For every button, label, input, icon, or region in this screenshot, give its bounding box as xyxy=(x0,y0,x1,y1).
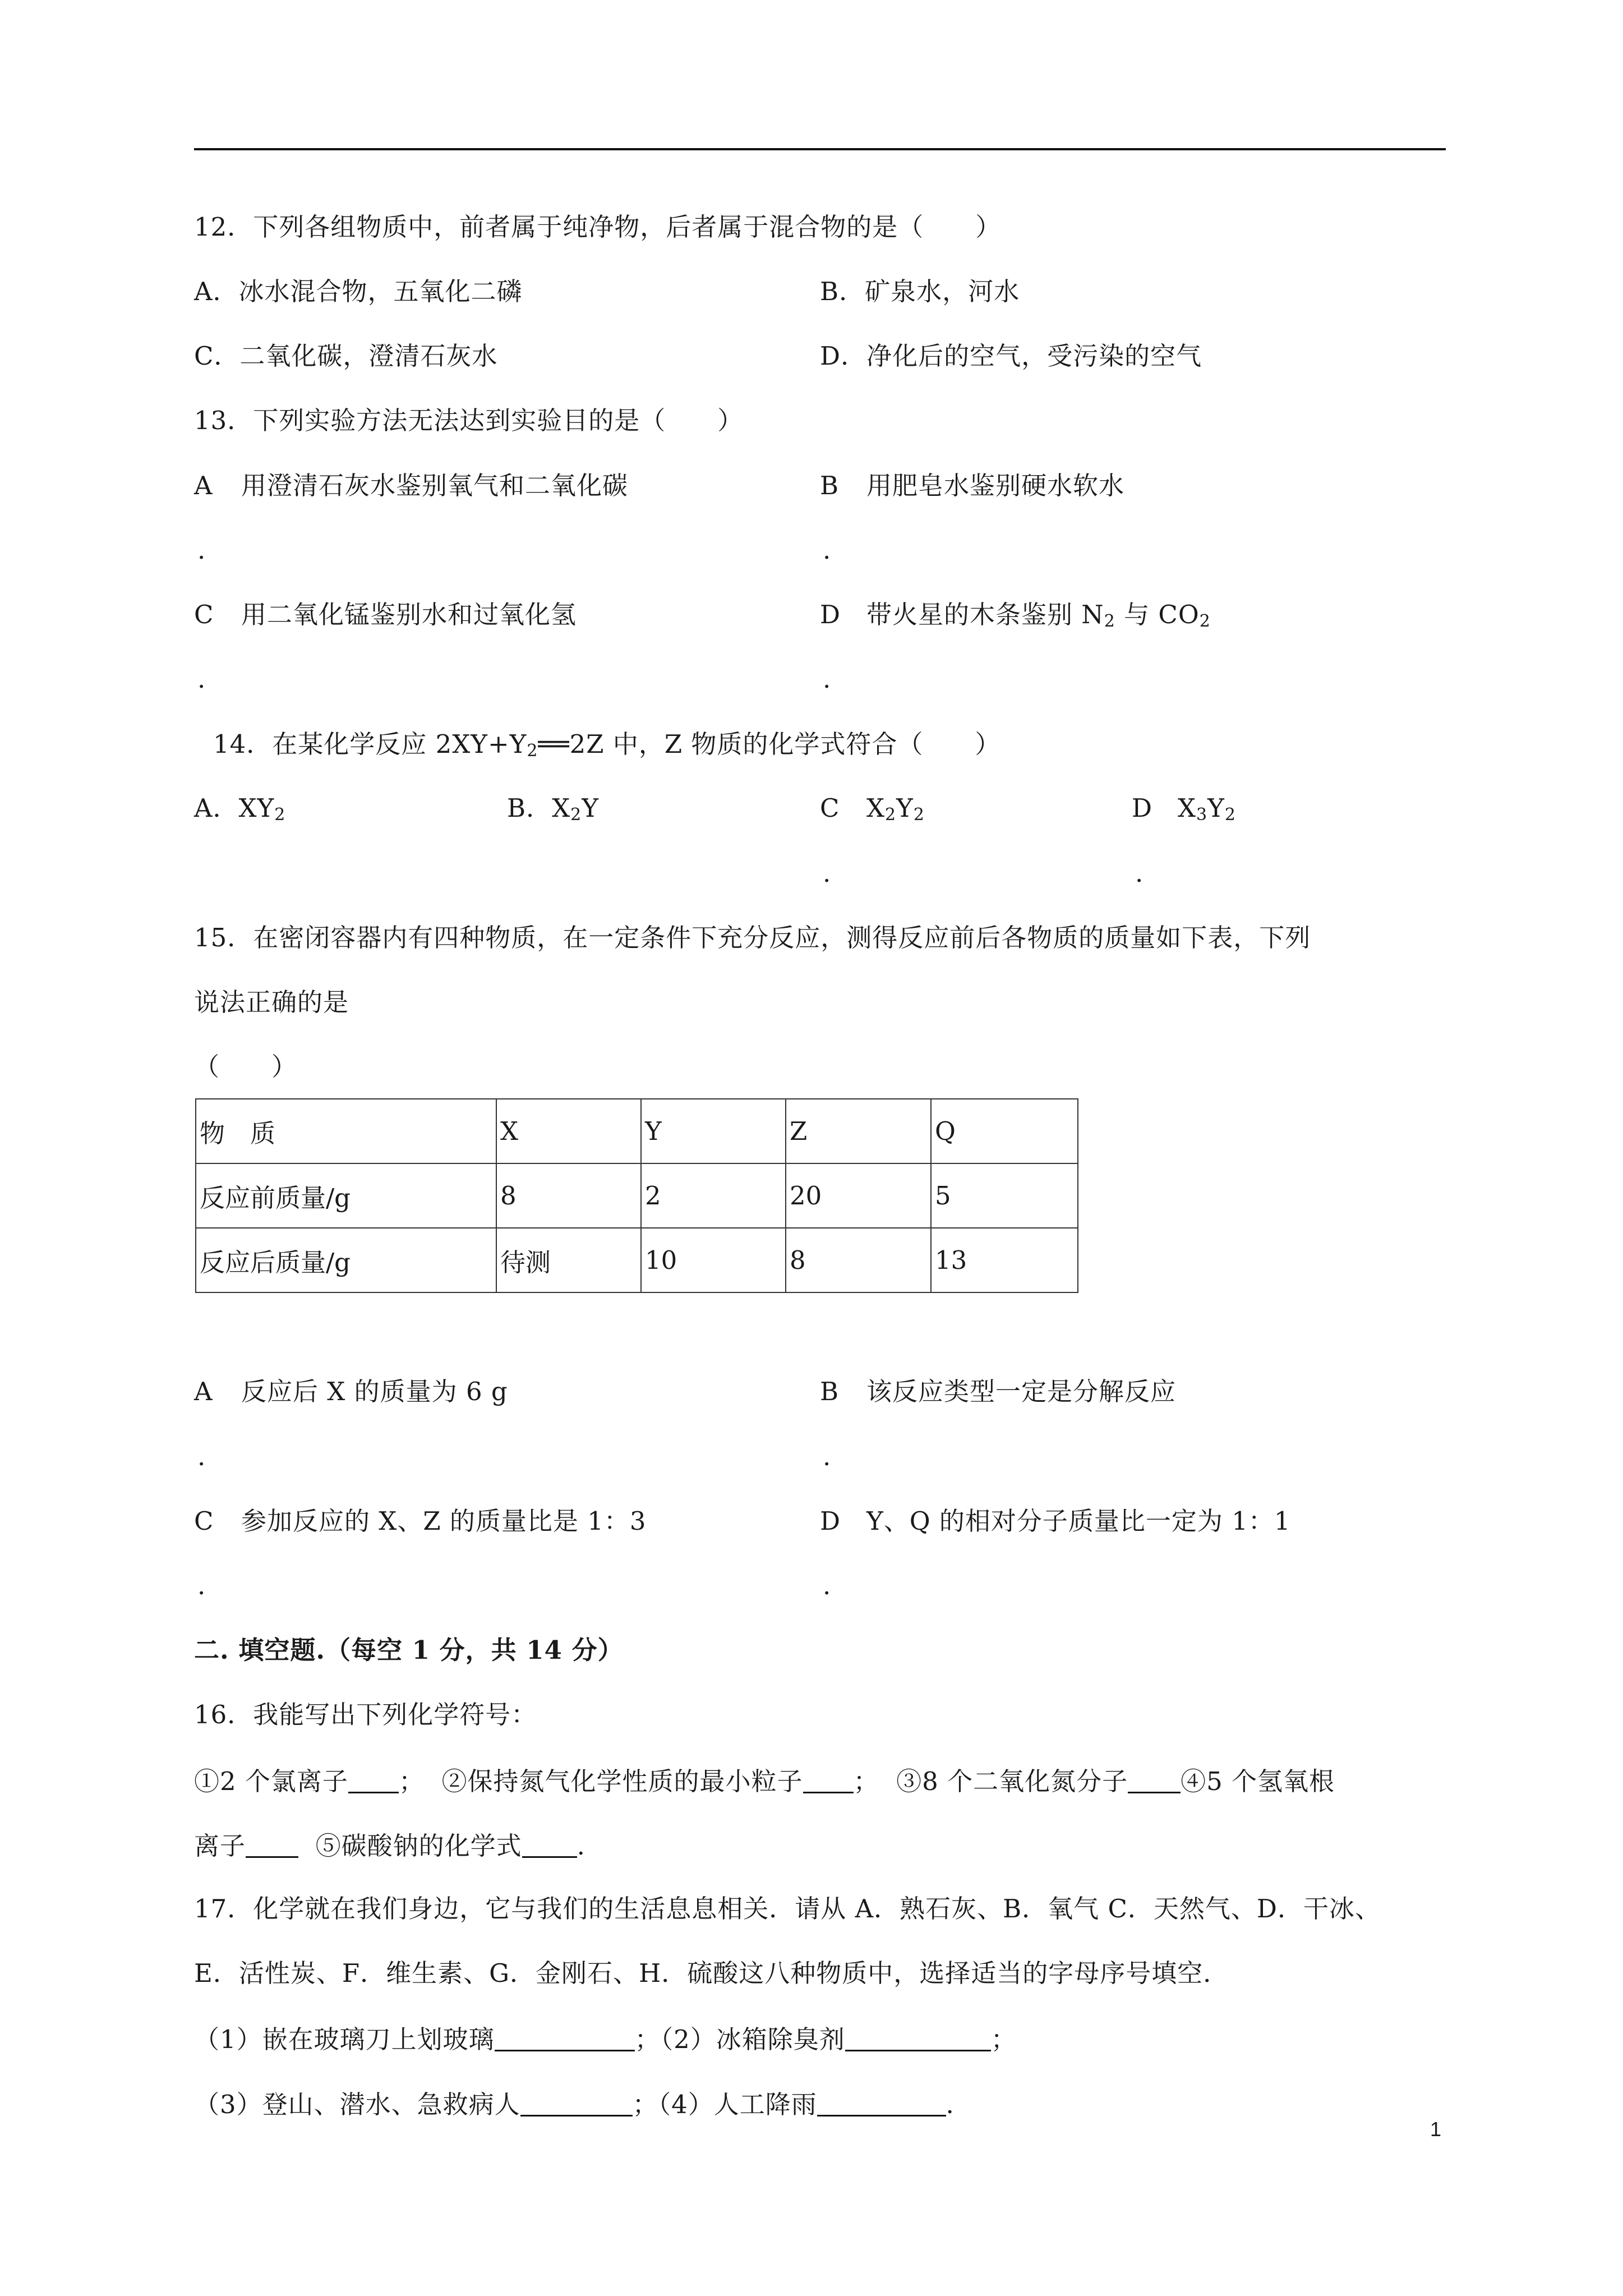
q16-line2: 离子 ⑤碳酸钠的化学式 . xyxy=(194,1831,585,1861)
q14-option-b: B．$X_2Y$ xyxy=(507,793,599,825)
q17-line1: 17．化学就在我们身边，它与我们的生活息息相关．请从 A．熟石灰、B．氧气 C．天然气、D．干冰、 xyxy=(194,1894,1381,1924)
table-header-cell: 物 质 xyxy=(196,1099,496,1163)
q17-line4: （3）登山、潜水、急救病人 ；（4）人工降雨 ． xyxy=(194,2090,972,2119)
answer-blank[interactable] xyxy=(495,2025,635,2051)
q13-a-dot: . xyxy=(197,535,206,565)
table-cell: 待测 xyxy=(496,1228,641,1292)
q15-option-d-letter: D xyxy=(820,1506,841,1536)
q14-d-dot: . xyxy=(1135,858,1144,888)
page-number: 1 xyxy=(1430,2118,1442,2141)
q13-option-b-letter: B xyxy=(820,471,840,500)
table-header-cell: X xyxy=(496,1099,641,1163)
q15-b-dot: . xyxy=(823,1442,831,1471)
q16-stem: 16．我能写出下列化学符号： xyxy=(194,1700,537,1729)
q13-d-dot: . xyxy=(823,664,831,694)
q14-option-d: $X_3Y_2$ xyxy=(1178,793,1236,825)
q17-line2: E．活性炭、F．维生素、G．金刚石、H．硫酸这八种物质中，选择适当的字母序号填空． xyxy=(194,1958,1229,1988)
q15-paren: （ ） xyxy=(194,1052,298,1082)
q13-option-a-letter: A xyxy=(194,471,213,500)
q14-option-d-letter: D xyxy=(1132,793,1153,823)
q15-c-dot: . xyxy=(197,1571,206,1600)
q14-option-c: $X_2Y_2$ xyxy=(866,793,925,825)
table-row xyxy=(196,1228,1078,1292)
q15-option-d: Y、Q 的相对分子质量比一定为 1：1 xyxy=(866,1506,1291,1536)
answer-blank[interactable] xyxy=(520,2090,633,2116)
answer-blank[interactable] xyxy=(803,1767,854,1793)
table-row xyxy=(196,1163,1078,1228)
q15-option-a: 反应后 X 的质量为 6 g xyxy=(241,1377,508,1406)
q13-b-dot: . xyxy=(823,535,831,565)
q13-option-c: 用二氧化锰鉴别水和过氧化氢 xyxy=(241,600,577,629)
q15-d-dot: . xyxy=(823,1571,831,1600)
section-title: 二. 填空题.（每空 1 分，共 14 分） xyxy=(194,1635,624,1665)
header-rule xyxy=(194,148,1446,150)
q15-a-dot: . xyxy=(197,1442,206,1471)
q17-line3: （1）嵌在玻璃刀上划玻璃 ；（2）冰箱除臭剂 ； xyxy=(194,2024,1017,2054)
answer-blank[interactable] xyxy=(348,1767,399,1793)
q15-option-c-letter: C xyxy=(194,1506,214,1536)
answer-blank[interactable] xyxy=(246,1832,298,1858)
table-cell: 反应后质量/g xyxy=(196,1228,496,1292)
q14-option-c-letter: C xyxy=(820,793,840,823)
answer-blank[interactable] xyxy=(845,2025,991,2051)
q13-option-d: 带火星的木条鉴别 $N_2$ 与 $CO_2$ xyxy=(866,600,1211,631)
table-header-cell: Z xyxy=(786,1099,931,1163)
q14-option-a: A．$XY_2$ xyxy=(194,793,286,825)
table-cell: 2 xyxy=(641,1163,786,1228)
table-cell: 20 xyxy=(786,1163,931,1228)
answer-blank[interactable] xyxy=(1128,1767,1181,1793)
mass-table xyxy=(195,1098,1078,1293)
table-header-cell: Y xyxy=(641,1099,786,1163)
table-cell: 反应前质量/g xyxy=(196,1163,496,1228)
table-cell: 8 xyxy=(496,1163,641,1228)
answer-blank[interactable] xyxy=(817,2090,946,2116)
q13-c-dot: . xyxy=(197,664,206,694)
answer-blank[interactable] xyxy=(522,1832,577,1858)
q12-option-c: C．二氧化碳，澄清石灰水 xyxy=(194,341,498,371)
q15-stem-line2: 说法正确的是 xyxy=(194,987,349,1017)
table-cell: 10 xyxy=(641,1228,786,1292)
q13-stem: 13．下列实验方法无法达到实验目的是（ ） xyxy=(194,406,744,435)
q15-option-a-letter: A xyxy=(194,1377,213,1406)
q13-option-a: 用澄清石灰水鉴别氧气和二氧化碳 xyxy=(241,471,629,500)
q15-stem-line1: 15．在密闭容器内有四种物质，在一定条件下充分反应，测得反应前后各物质的质量如下表，下列 xyxy=(194,923,1311,953)
table-header-cell: Q xyxy=(931,1099,1078,1163)
q15-option-b-letter: B xyxy=(820,1377,840,1406)
q14-c-dot: . xyxy=(823,858,831,888)
table-cell: 13 xyxy=(931,1228,1078,1292)
q16-line1: ①2 个氯离子 ； ②保持氮气化学性质的最小粒子 ； ③8 个二氧化氮分子 ④5 个氢氧根 xyxy=(194,1766,1335,1796)
q12-option-d: D．净化后的空气，受污染的空气 xyxy=(820,341,1202,371)
q14-stem: 14．在某化学反应 $2XY+Y_2══2Z$ 中，Z 物质的化学式符合（ ） xyxy=(213,729,1001,761)
q13-option-c-letter: C xyxy=(194,600,214,629)
q12-stem: 12．下列各组物质中，前者属于纯净物，后者属于混合物的是（ ） xyxy=(194,212,1002,242)
q15-option-c: 参加反应的 X、Z 的质量比是 1：3 xyxy=(241,1506,647,1536)
q12-option-a: A．冰水混合物，五氧化二磷 xyxy=(194,277,523,306)
q13-option-d-letter: D xyxy=(820,600,841,629)
q13-option-b: 用肥皂水鉴别硬水软水 xyxy=(866,471,1125,500)
table-cell: 8 xyxy=(786,1228,931,1292)
q15-option-b: 该反应类型一定是分解反应 xyxy=(866,1377,1177,1406)
table-header-row xyxy=(196,1099,1078,1163)
q12-option-b: B．矿泉水，河水 xyxy=(820,277,1020,306)
table-cell: 5 xyxy=(931,1163,1078,1228)
